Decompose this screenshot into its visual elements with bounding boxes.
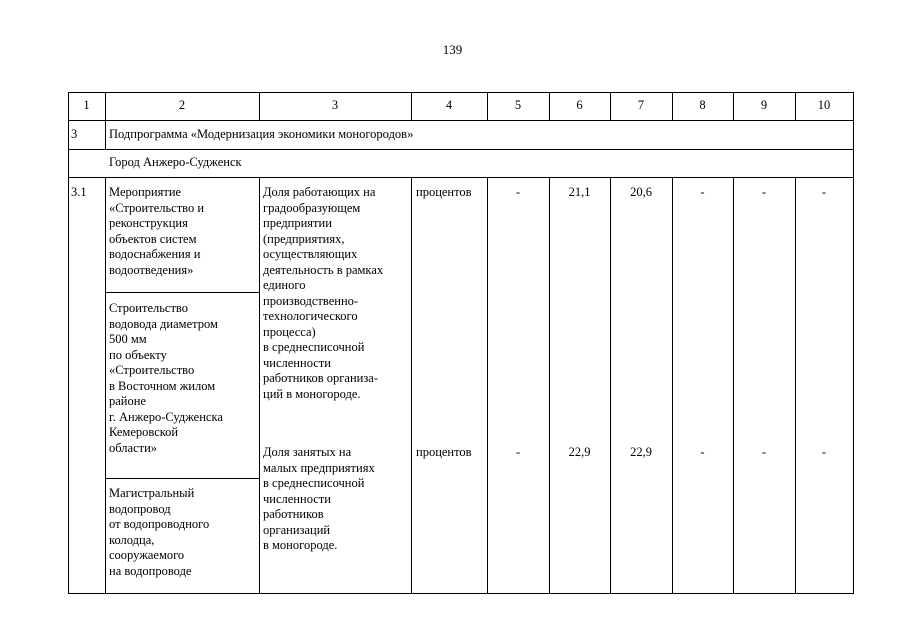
col-divider-5-lower bbox=[549, 177, 550, 594]
table-border-left bbox=[68, 92, 69, 594]
measure-sub-1: Строительство водовода диаметром 500 мм по объекту «Строительство в Восточном жилом районе г. Анжеро-Судженска Кемеровской области» bbox=[109, 301, 223, 455]
header-col-5: 5 bbox=[514, 98, 522, 112]
measure-divider-2 bbox=[105, 478, 259, 479]
table-border-top bbox=[68, 92, 854, 93]
section-title: Подпрограмма «Модернизация экономики моногородов» bbox=[109, 127, 414, 141]
col-divider-6-lower bbox=[610, 177, 611, 594]
indicator-1-unit: процентов bbox=[416, 185, 472, 199]
indicator-2-col-9: - bbox=[761, 445, 767, 459]
row-number: 3.1 bbox=[71, 185, 87, 199]
indicator-1-name: Доля работающих на градообразующем предприятии (предприятиях, осуществляющих деятельность в рамках единого производственно- технологического процесса) в среднесписочной численности работников организа- ций в моногороде. bbox=[263, 185, 384, 401]
table-border-bottom bbox=[68, 593, 854, 594]
measure-sub-2: Магистральный водопровод от водопроводного колодца, сооружаемого на водопроводе bbox=[109, 486, 210, 578]
col-divider-3-lower bbox=[411, 177, 412, 594]
indicator-1-col-10: - bbox=[821, 185, 827, 199]
col-divider-2-lower bbox=[259, 177, 260, 594]
header-row-divider bbox=[68, 120, 854, 121]
section-number: 3 bbox=[71, 127, 78, 141]
indicator-2-col-5: - bbox=[515, 445, 521, 459]
indicator-2-col-10: - bbox=[821, 445, 827, 459]
indicator-2-col-6: 22,9 bbox=[568, 445, 591, 459]
header-col-10: 10 bbox=[817, 98, 831, 112]
indicator-1-col-9: - bbox=[761, 185, 767, 199]
header-col-1: 1 bbox=[83, 98, 90, 112]
header-col-6: 6 bbox=[576, 98, 583, 112]
city-row-divider bbox=[68, 177, 854, 178]
col-divider-7-lower bbox=[672, 177, 673, 594]
indicator-1-col-5: - bbox=[515, 185, 521, 199]
header-col-7: 7 bbox=[637, 98, 645, 112]
col-divider-4-lower bbox=[487, 177, 488, 594]
indicator-1-col-6: 21,1 bbox=[568, 185, 591, 199]
header-col-9: 9 bbox=[760, 98, 768, 112]
city-name: Город Анжеро-Судженск bbox=[109, 155, 242, 169]
section-row-divider bbox=[68, 149, 854, 150]
indicators-table bbox=[68, 92, 854, 594]
page-number: 139 bbox=[442, 42, 463, 57]
header-col-8: 8 bbox=[699, 98, 706, 112]
col-divider-8-lower bbox=[733, 177, 734, 594]
header-col-2: 2 bbox=[178, 98, 186, 112]
measure-main: Мероприятие «Строительство и реконструкция объектов систем водоснабжения и водоотведения» bbox=[109, 185, 205, 277]
indicator-1-col-7: 20,6 bbox=[630, 185, 652, 199]
col-divider-9-lower bbox=[795, 177, 796, 594]
indicator-2-col-7: 22,9 bbox=[630, 445, 652, 459]
col-divider-1-lower bbox=[105, 177, 106, 594]
measure-divider-1 bbox=[105, 292, 259, 293]
header-col-3: 3 bbox=[331, 98, 339, 112]
table-border-right bbox=[853, 92, 854, 594]
indicator-2-name: Доля занятых на малых предприятиях в среднесписочной численности работников организаций в моногороде. bbox=[263, 445, 375, 552]
indicator-2-col-8: - bbox=[700, 445, 705, 459]
header-col-4: 4 bbox=[445, 98, 453, 112]
indicator-2-unit: процентов bbox=[416, 445, 472, 459]
indicator-1-col-8: - bbox=[700, 185, 705, 199]
